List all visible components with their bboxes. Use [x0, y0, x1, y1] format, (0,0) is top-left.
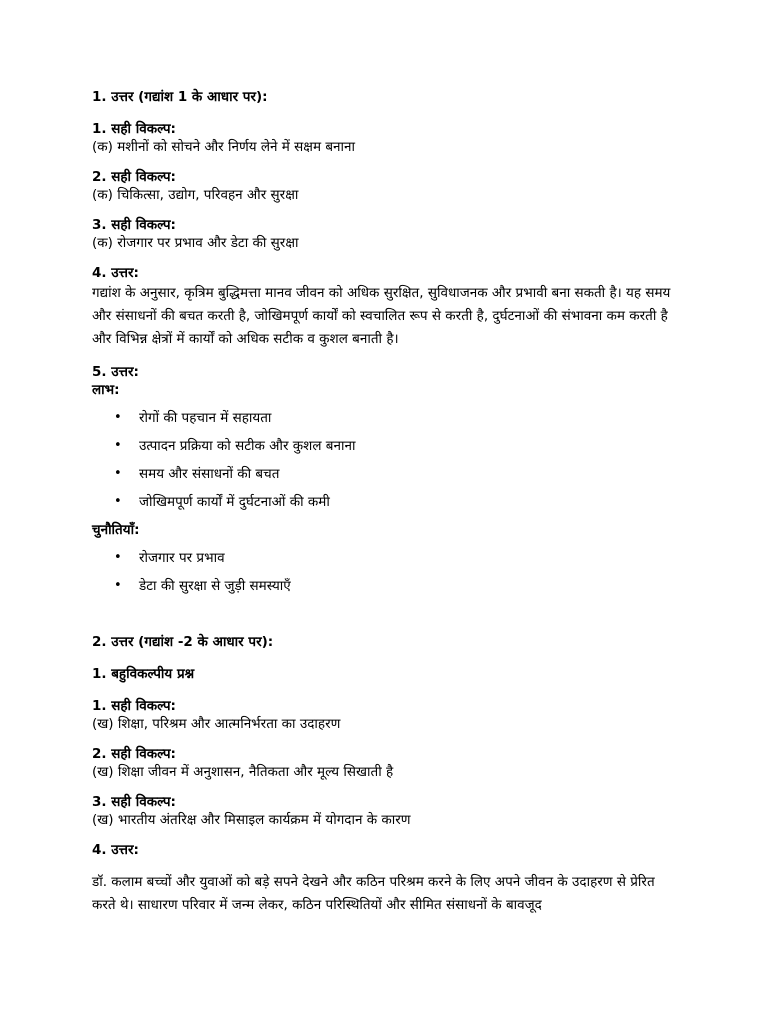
- section1-heading: 1. उत्तर (गद्यांश 1 के आधार पर):: [92, 89, 268, 105]
- s2-q2-answer: (ख) शिक्षा जीवन में अनुशासन, नैतिकता और मूल्य सिखाती है: [92, 764, 394, 780]
- s2-q4-answer: डॉ. कलाम बच्चों और युवाओं को बड़े सपने देखने और कठिन परिश्रम करने के लिए अपने जीवन के उदाहरण से प्रेरित करते थे। साधारण परिवार में जन्म लेकर, कठिन परिस्थितियों और सीमित संसाधनों के बावजूद: [92, 874, 655, 913]
- list-item-text: डेटा की सुरक्षा से जुड़ी समस्याएँ: [139, 578, 291, 594]
- benefits-label: लाभ:: [92, 382, 120, 398]
- list-item-text: रोजगार पर प्रभाव: [139, 550, 225, 566]
- list-item: [92, 549, 682, 567]
- benefits-list: [92, 409, 682, 511]
- s2-question-3: [92, 793, 682, 829]
- bullet-icon: •: [114, 466, 122, 481]
- s1-question-4: [92, 264, 682, 351]
- s1-q1-label: 1. सही विकल्प:: [92, 121, 176, 137]
- bullet-icon: •: [114, 578, 122, 593]
- s1-q3-label: 3. सही विकल्प:: [92, 217, 176, 233]
- s1-q2-answer: (क) चिकित्सा, उद्योग, परिवहन और सुरक्षा: [92, 187, 299, 203]
- section-spacer: [92, 607, 682, 633]
- list-item: [92, 465, 682, 483]
- list-item: [92, 409, 682, 427]
- bullet-icon: •: [114, 410, 122, 425]
- challenges-list: [92, 549, 682, 595]
- list-item: [92, 437, 682, 455]
- list-item-text: उत्पादन प्रक्रिया को सटीक और कुशल बनाना: [139, 438, 356, 454]
- section2-subheading: 1. बहुविकल्पीय प्रश्न: [92, 666, 195, 682]
- s1-q4-answer: गद्यांश के अनुसार, कृत्रिम बुद्धिमत्ता मानव जीवन को अधिक सुरक्षित, सुविधाजनक और प्रभावी बना सकती है। यह समय और संसाधनों की बचत करती है, जोखिमपूर्ण कार्यों को स्वचालित रूप से करती है, दुर्घटनाओं की संभावना कम करती है और विभिन्न क्षेत्रों में कार्यों को अधिक सटीक व कुशल बनाती है।: [92, 285, 671, 347]
- s2-q1-answer: (ख) शिक्षा, परिश्रम और आत्मनिर्भरता का उदाहरण: [92, 716, 341, 732]
- challenges-label: चुनौतियाँ:: [92, 522, 140, 538]
- s1-question-2: [92, 168, 682, 204]
- s2-question-4: [92, 841, 682, 917]
- s1-question-3: [92, 216, 682, 252]
- s1-q5-label: 5. उत्तर:: [92, 364, 139, 380]
- section2-heading: 2. उत्तर (गद्यांश -2 के आधार पर):: [92, 634, 274, 650]
- bullet-icon: •: [114, 438, 122, 453]
- s1-q2-label: 2. सही विकल्प:: [92, 169, 176, 185]
- list-item-text: समय और संसाधनों की बचत: [139, 466, 280, 482]
- bullet-icon: •: [114, 550, 122, 565]
- s1-question-1: [92, 120, 682, 156]
- s2-q1-label: 1. सही विकल्प:: [92, 698, 176, 714]
- s2-q3-label: 3. सही विकल्प:: [92, 794, 176, 810]
- list-item: [92, 493, 682, 511]
- list-item: [92, 577, 682, 595]
- s2-q2-label: 2. सही विकल्प:: [92, 746, 176, 762]
- list-item-text: रोगों की पहचान में सहायता: [139, 410, 272, 426]
- s1-question-5: [92, 363, 682, 595]
- s1-q4-label: 4. उत्तर:: [92, 265, 139, 281]
- bullet-icon: •: [114, 494, 122, 509]
- s2-q3-answer: (ख) भारतीय अंतरिक्ष और मिसाइल कार्यक्रम में योगदान के कारण: [92, 812, 411, 828]
- s2-question-2: [92, 745, 682, 781]
- s2-q4-label: 4. उत्तर:: [92, 842, 139, 858]
- s2-question-1: [92, 697, 682, 733]
- document-body: [92, 88, 682, 929]
- s1-q3-answer: (क) रोजगार पर प्रभाव और डेटा की सुरक्षा: [92, 235, 299, 251]
- list-item-text: जोखिमपूर्ण कार्यों में दुर्घटनाओं की कमी: [139, 494, 330, 510]
- s1-q1-answer: (क) मशीनों को सोचने और निर्णय लेने में सक्षम बनाना: [92, 139, 356, 155]
